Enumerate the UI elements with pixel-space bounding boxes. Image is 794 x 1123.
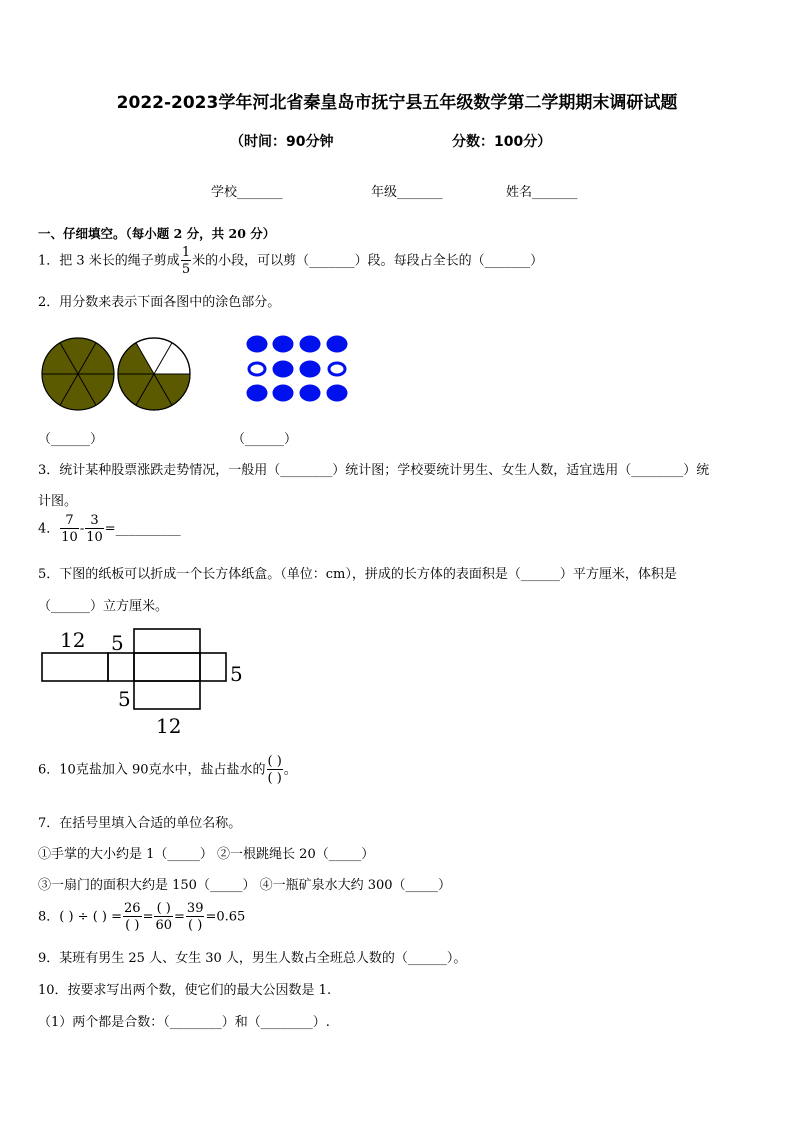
- q4-den-2: 10: [86, 530, 103, 545]
- question-10: 10．按要求写出两个数，使它们的最大公因数是 1.: [38, 983, 332, 998]
- q8-tail: =0.65: [205, 909, 246, 925]
- grade-field: 年级_______: [371, 185, 443, 200]
- net-label-top-length: 12: [60, 628, 86, 652]
- question-4: [38, 514, 181, 544]
- question-3-line-1: 3．统计某种股票涨跌走势情况，一般用（________）统计图；学校要统计男生、女生人数，适宜选用（________）统: [38, 463, 710, 478]
- pie-1: [42, 338, 114, 410]
- q1-numerator: 1: [181, 245, 191, 260]
- net-label-bottom-height: 5: [118, 687, 131, 711]
- question-10-part-1: （1）两个都是合数：（________）和（________）.: [38, 1015, 330, 1030]
- q8-num-3: 39: [186, 901, 204, 916]
- q4-num-2: 3: [85, 514, 104, 529]
- question-6: [38, 755, 297, 785]
- exam-score: 分数：100分）: [452, 134, 552, 150]
- section-heading: 一、仔细填空。（每小题 2 分，共 20 分）: [38, 226, 276, 241]
- q1-text-b: 米的小段，可以剪（_______）段。每段占全长的（_______）: [192, 253, 544, 269]
- q6-num-blank[interactable]: ( ): [267, 754, 282, 769]
- q8-prefix: 8．( ) ÷ ( ) =: [38, 909, 123, 925]
- net-label-right-height: 5: [230, 662, 243, 686]
- net-label-bottom-length: 12: [156, 714, 182, 738]
- q8-equals-2: =: [174, 909, 185, 925]
- question-7-row-1: ①手掌的大小约是 1（_____） ②一根跳绳长 20（_____）: [38, 847, 375, 862]
- q6-text-a: 6．10克盐加入 90克水中，盐占盐水的: [38, 762, 266, 778]
- q6-fraction-blank[interactable]: [267, 755, 283, 785]
- dot-figure: [240, 332, 355, 407]
- q8-num-2-blank[interactable]: ( ): [154, 902, 173, 917]
- question-5-line-2: （______）立方厘米。: [38, 599, 169, 614]
- q4-num-1: 7: [60, 514, 79, 529]
- q6-den-blank[interactable]: ( ): [267, 771, 282, 786]
- name-field: 姓名_______: [506, 185, 578, 200]
- q2-blank-2[interactable]: （______）: [232, 432, 298, 447]
- q4-fraction-1: [60, 514, 79, 544]
- q6-text-b: 。: [283, 762, 297, 778]
- q4-den-1: 10: [61, 530, 78, 545]
- pie-figures: [40, 334, 200, 414]
- page-title: 2022-2023学年河北省秦皇岛市抚宁县五年级数学第二学期期末调研试题: [116, 93, 678, 113]
- question-5-line-1: 5．下图的纸板可以折成一个长方体纸盒。（单位：cm），拼成的长方体的表面积是（______）平方厘米，体积是: [38, 567, 677, 582]
- exam-time: （时间：90分钟: [230, 134, 334, 150]
- q8-fraction-2: [154, 902, 173, 932]
- question-7: 7．在括号里填入合适的单位名称。: [38, 816, 242, 831]
- school-field: 学校_______: [211, 185, 283, 200]
- box-net-figure: [38, 623, 253, 738]
- q8-den-2: 60: [155, 918, 173, 933]
- question-1: [38, 246, 543, 276]
- net-label-top-width: 5: [111, 631, 124, 655]
- q4-prefix: 4．: [38, 521, 60, 537]
- q1-fraction: [181, 246, 191, 276]
- q8-fraction-1: [123, 902, 142, 932]
- question-9: 9．某班有男生 25 人、女生 30 人，男生人数占全班总人数的（______）。: [38, 951, 467, 966]
- q8-den-1-blank[interactable]: ( ): [125, 918, 140, 933]
- q8-equals-1: =: [142, 909, 154, 925]
- q8-fraction-3: [186, 902, 205, 932]
- pie-2: [118, 338, 190, 410]
- q1-text-a: 1．把 3 米长的绳子剪成: [38, 253, 180, 269]
- question-8: [38, 902, 245, 932]
- q8-den-3-blank[interactable]: ( ): [188, 918, 203, 933]
- q8-num-1: 26: [124, 901, 141, 916]
- q2-blank-1[interactable]: （______）: [38, 432, 104, 447]
- q4-minus: -: [79, 521, 85, 537]
- question-7-row-2: ③一扇门的面积大约是 150（_____） ④一瓶矿泉水大约 300（_____）: [38, 878, 452, 893]
- question-3-line-2: 计图。: [38, 494, 78, 509]
- q4-answer-blank[interactable]: =__________: [104, 521, 181, 537]
- q1-denominator: 5: [181, 262, 191, 277]
- q4-fraction-2: [85, 514, 104, 544]
- question-2: 2．用分数来表示下面各图中的涂色部分。: [38, 295, 281, 310]
